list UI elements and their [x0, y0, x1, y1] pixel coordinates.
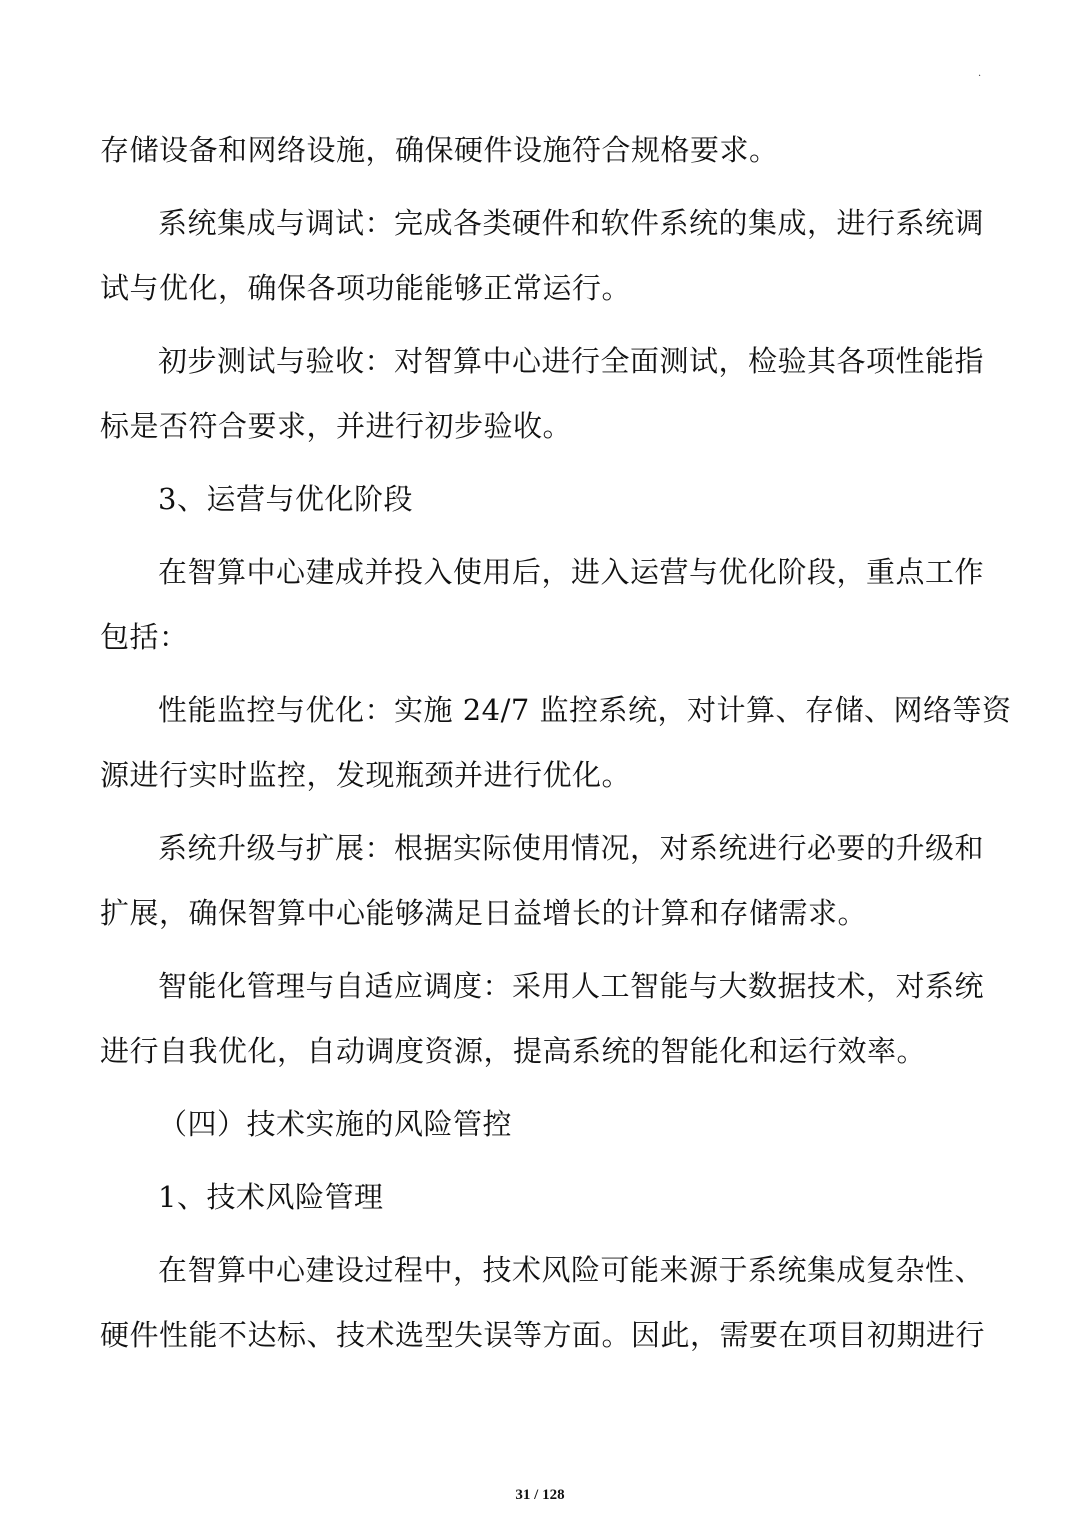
- heading-risk-control: （四）技术实施的风险管控: [158, 1107, 513, 1141]
- body-line: 存储设备和网络设施，确保硬件设施符合规格要求。: [100, 133, 779, 167]
- page-number: 31 / 128: [515, 1487, 565, 1503]
- paragraph-operation-intro: 在智算中心建成并投入使用后，进入运营与优化阶段，重点工作: [158, 555, 985, 589]
- paragraph-intelligent-management: 智能化管理与自适应调度：采用人工智能与大数据技术，对系统: [158, 969, 985, 1003]
- body-line: 试与优化，确保各项功能能够正常运行。: [100, 271, 632, 305]
- body-line: 包括：: [100, 620, 189, 654]
- heading-technical-risk: 1、技术风险管理: [158, 1180, 384, 1214]
- heading-operation-phase: 3、运营与优化阶段: [158, 482, 413, 516]
- page-mark: ·: [978, 71, 982, 82]
- paragraph-system-upgrade: 系统升级与扩展：根据实际使用情况，对系统进行必要的升级和: [158, 831, 985, 865]
- paragraph-initial-testing: 初步测试与验收：对智算中心进行全面测试，检验其各项性能指: [158, 344, 985, 378]
- body-line: 标是否符合要求，并进行初步验收。: [100, 409, 573, 443]
- body-line: 源进行实时监控，发现瓶颈并进行优化。: [100, 758, 632, 792]
- paragraph-performance-monitoring: 性能监控与优化：实施 24/7 监控系统，对计算、存储、网络等资: [158, 693, 1012, 727]
- paragraph-technical-risk: 在智算中心建设过程中，技术风险可能来源于系统集成复杂性、: [158, 1253, 985, 1287]
- body-line: 进行自我优化，自动调度资源，提高系统的智能化和运行效率。: [100, 1034, 927, 1068]
- body-line: 硬件性能不达标、技术选型失误等方面。因此，需要在项目初期进行: [100, 1318, 986, 1352]
- body-line: 扩展，确保智算中心能够满足日益增长的计算和存储需求。: [100, 896, 868, 930]
- paragraph-system-integration: 系统集成与调试：完成各类硬件和软件系统的集成，进行系统调: [158, 206, 985, 240]
